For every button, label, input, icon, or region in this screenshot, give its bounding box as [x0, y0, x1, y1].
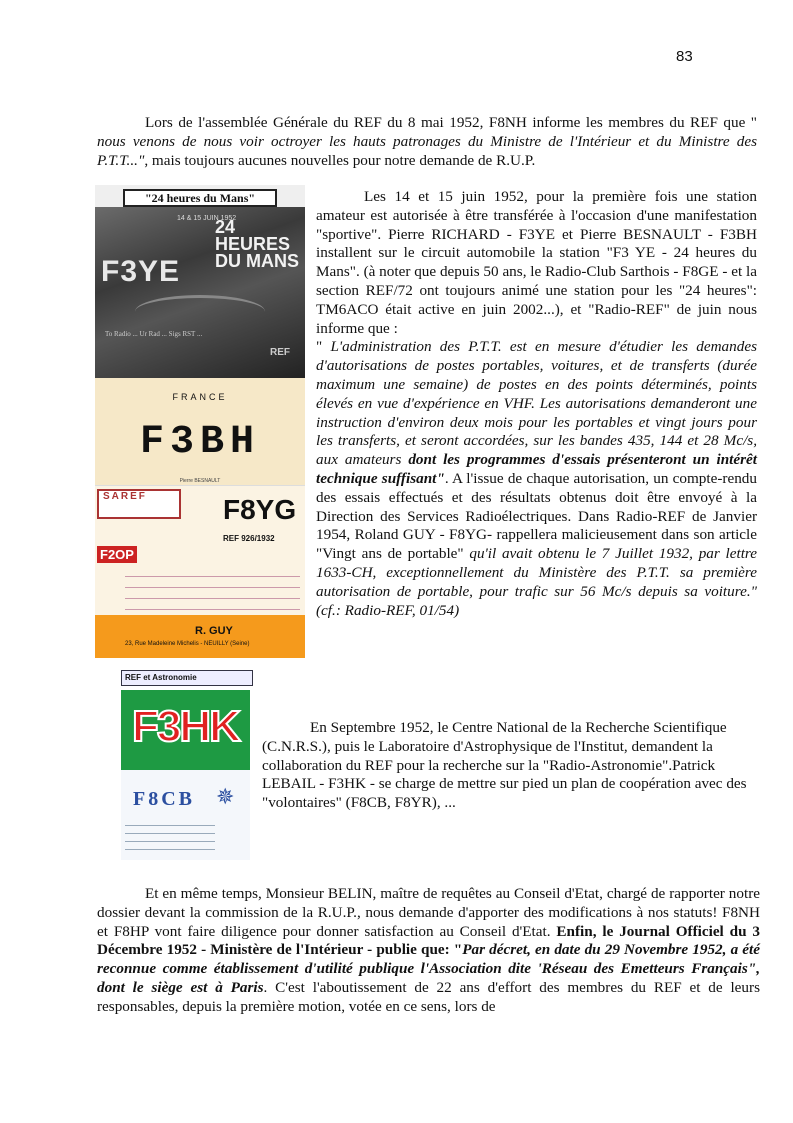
page-number: 83 — [676, 48, 693, 65]
compass-star-icon: ✵ — [216, 784, 235, 809]
qsl-card-callsign: F3BH — [139, 420, 260, 465]
qsl-card-collage-astronomy — [121, 670, 250, 860]
paragraph-rup-patronage: Lors de l'assemblée Générale du REF du 8 mai 1952, F8NH informe les membres du REF que " nous venons de nous voir octroyer les hauts patronages du Ministre de l'Intérieur et du Ministre des P.T.T...", mais toujours aucunes nouvelles pour notre demande de R.U.P. — [97, 114, 757, 169]
qsl-card-operator: R. GUY — [195, 625, 233, 637]
astronomy-label: REF et Astronomie — [121, 670, 253, 686]
handwritten-lines — [125, 818, 215, 854]
qsl-card-f8yg — [95, 485, 305, 616]
qsl-card-footer: To Radio ... Ur Rad ... Sigs RST ... — [105, 330, 203, 338]
qsl-card-f2op: F2OP — [97, 546, 137, 563]
qsl-card-f8cb — [121, 770, 250, 860]
qsl-card-callsign: F8CB — [133, 788, 195, 810]
qsl-card-collage-lemans — [95, 185, 305, 658]
qsl-card-date: 14 & 15 JUIN 1952 — [177, 215, 237, 222]
qsl-card-ref-number: REF 926/1932 — [223, 534, 275, 543]
qsl-card-address: 23, Rue Madeleine Michelis - NEUILLY (Seine) — [125, 641, 250, 647]
qsl-card-ref-mark: REF — [270, 347, 290, 358]
qsl-card-callsign: F3HK — [132, 702, 239, 751]
qsl-card-f3ye — [95, 185, 305, 378]
qsl-card-operator: Pierre BESNAULT — [179, 478, 221, 484]
handwritten-lines — [125, 566, 300, 611]
qsl-card-callsign: F3YE — [101, 255, 181, 288]
qsl-card-guy — [95, 615, 305, 658]
qsl-card-country: FRANCE — [172, 392, 228, 402]
qsl-card-callsign: F8YG — [223, 494, 297, 525]
qsl-card-f3hk — [121, 690, 250, 770]
paragraph-radio-astronomie: En Septembre 1952, le Centre National de la Recherche Scientifique (C.N.R.S.), puis le Laboratoire d'Astrophysique de l'Institut, demandent la collaboration du REF pour la recherche sur la "Radio-Astronomie".Patrick LEBAIL - F3HK - se charge de mettre sur pied un plan de coopération avec des "volontaires" (F8CB, F8YR), ... — [262, 719, 747, 812]
qsl-card-title: "24 heures du Mans" — [123, 189, 277, 207]
paragraph-le-mans-station: Les 14 et 15 juin 1952, pour la première fois une station amateur est autorisée à être transférée à l'occasion d'une manifestation "sportive". Pierre RICHARD - F3YE et Pierre BESNAULT - F3BH installent sur le circuit automobile la station "F3 YE - 24 heures du Mans". (à noter que depuis 50 ans, le Radio-Club Sarthois - F8GE - et la section REF/72 ont toujours animé une station pour les "24 heures": TM6ACO était active en juin 2002...), et "Radio-REF" de juin nous informe que : " L'administration des P.T.T. est en mesure d'étudier les demandes d'autorisations de postes portables, voitures, et de transferts (durée maximum une semaine) de postes en des points déterminés, points élevés en vue d'expérience en VHF. Les autorisations demanderont une instruction d'environ deux mois pour les portables et vingt jours pour les transferts, et seront accordées, sur les bandes 435, 144 et 28 Mc/s, aux amateurs dont les programmes d'essais présenteront un intérêt technique suffisant". A l'issue de chaque autorisation, un compte-rendu des essais effectués et des résultats obtenus doit être envoyé à la Direction des Services Radioélectriques. Dans Radio-REF de Janvier 1954, Roland GUY - F8YG- rappellera malicieusement dans son article "Vingt ans de portable" qu'il avait obtenu le 7 Juillet 1932, par lettre 1633-CH, exceptionnellement du Ministère des P.T.T. sa première autorisation de portable, pour trafic sur 56 Mc/s depuis sa voiture." (cf.: Radio-REF, 01/54) — [316, 188, 758, 619]
qsl-card-event: 24 HEURES DU MANS — [215, 217, 299, 271]
saref-stamp: SAREF — [97, 489, 181, 519]
paragraph-journal-officiel: Et en même temps, Monsieur BELIN, maître de requêtes au Conseil d'Etat, chargé de rapporter notre dossier devant la commission de la R.U.P., nous demande d'apporter des modifications à nos statuts! F8NH et F8HP vont faire diligence pour donner satisfaction au Conseil d'Etat. Enfin, le Journal Officiel du 3 Décembre 1952 - Ministère de l'Intérieur - publie que: "Par décret, en date du 29 Novembre 1952, a été reconnue comme établissement d'utilité publique l'Association dite 'Réseau des Emetteurs Français", dont le siège est à Paris. C'est l'aboutissement de 22 ans d'effort des membres du REF et de leurs responsables, depuis la première motion, votée en ce sens, lors de — [97, 885, 761, 1015]
